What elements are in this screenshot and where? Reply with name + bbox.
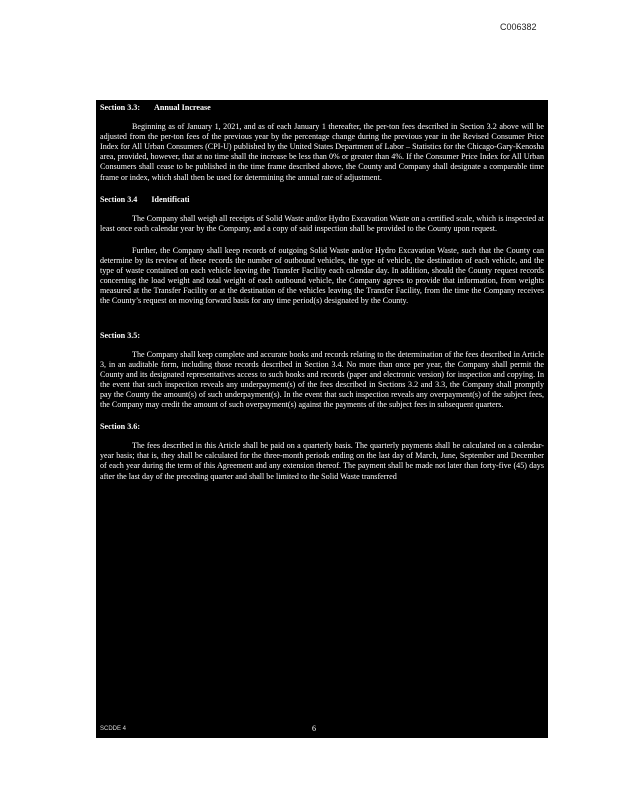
section-title: Annual Increase bbox=[154, 103, 211, 112]
section-number: Section 3.4 bbox=[100, 194, 138, 204]
footer-code: SCDDE 4 bbox=[100, 726, 127, 732]
section-number: Section 3.5: bbox=[100, 330, 141, 340]
section-3-3-heading bbox=[100, 103, 544, 113]
section-3-6-paragraph-1: The fees described in this Article shall be paid on a quarterly basis. The quarterly payments shall be calculated on a calendar-year basis; that is, they shall be calculated for the three-month periods ending on the last day of March, June, September and December of each year during the term of this Agreement and any extension thereof. The payment shall be made not later than forty-five (45) days after the last day of the preceding quarter and shall be limited to the Solid Waste transferred bbox=[100, 441, 544, 481]
section-3-6-heading bbox=[100, 422, 544, 432]
page-number: 6 bbox=[312, 724, 316, 733]
section-3-4-paragraph-2: Further, the Company shall keep records of outgoing Solid Waste and/or Hydro Excavation Waste, such that the County can determine by its review of these records the number of outbound vehicles, the type of vehicle, the destination of each vehicle, and the type of waste contained on each vehicle leaving the Transfer Facility each calendar day. In addition, should the County request records concerning the load weight and total weight of each outbound vehicle, the Company agrees to provide that information, from weights measured at the Transfer Facility or at the destination of the vehicles leaving the Transfer Facility, from the time the Company receives the County’s request on moving forward basis for any time period(s) designated by the County. bbox=[100, 245, 544, 306]
section-3-5-heading bbox=[100, 331, 544, 341]
document-page bbox=[96, 100, 548, 738]
page-content bbox=[96, 100, 548, 482]
section-3-5-paragraph-1: The Company shall keep complete and accurate books and records relating to the determination of the fees described in Article 3, in an auditable form, including those records described in Section 3.4. No more than once per year, the Company shall permit the County and its designated representatives access to such books and records (paper and electronic version) for inspection and copying. In the event that such inspection reveals any underpayment(s) of the fees described in Sections 3.2 and 3.3, the Company shall promptly pay the County the amount(s) of such underpayment(s). In the event that such inspection reveals any overpayment(s) of the subject fees, the Company may credit the amount of such overpayment(s) against the payments of the subject fees in subsequent quarters. bbox=[100, 349, 544, 410]
section-title: Identificati bbox=[151, 194, 190, 204]
section-3-4-paragraph-1: The Company shall weigh all receipts of Solid Waste and/or Hydro Excavation Waste on a certified scale, which is inspected at least once each calendar year by the Company, and a copy of said inspection shall be provided to the County upon request. bbox=[100, 213, 544, 233]
section-3-3-paragraph-1: Beginning as of January 1, 2021, and as of each January 1 thereafter, the per-ton fees described in Section 3.2 above will be adjusted from the per-ton fees of the previous year by the percentage change during the previous year in the Revised Consumer Price Index for All Urban Consumers (CPI-U) published by the United States Department of Labor – Statistics for the Chicago-Gary-Kenosha area, provided, however, that at no time shall the increase be less than 0% or greater than 4%. If the Consumer Price Index for All Urban Consumers shall cease to be published in the time frame described above, the County and Company shall designate a comparable time frame or index, which shall then be used for determining the annual rate of adjustment. bbox=[100, 122, 544, 182]
section-3-4-heading bbox=[100, 195, 544, 205]
document-id: C006382 bbox=[500, 22, 537, 32]
section-number: Section 3.6: bbox=[100, 422, 141, 432]
section-number: Section 3.3: bbox=[100, 103, 141, 112]
